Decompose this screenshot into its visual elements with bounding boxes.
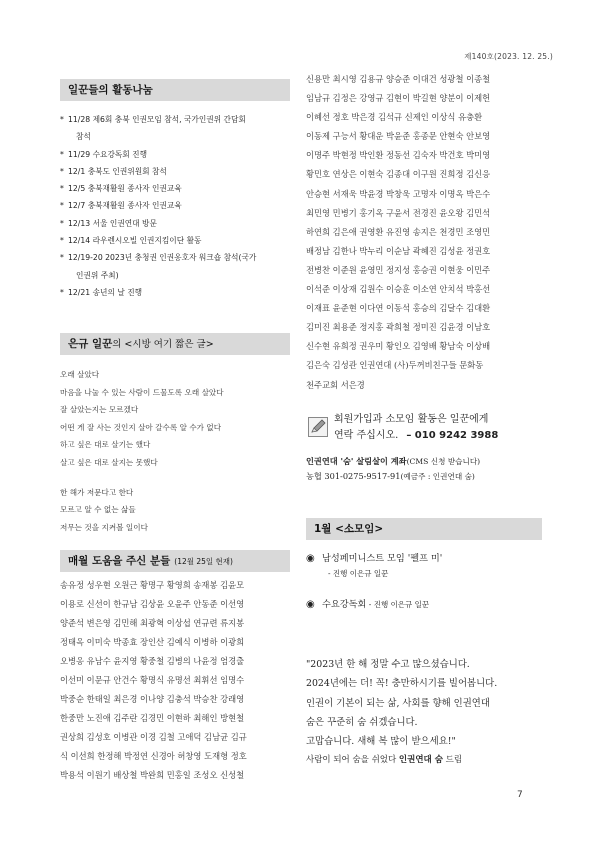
activity-text: 12/13 서울 인권연대 방문 bbox=[68, 218, 157, 228]
poem-line: 하고 싶은 대로 살기는 했다 bbox=[60, 440, 151, 450]
donor-line: 하연희 김은애 권영환 유진영 송지은 천경민 조영민 bbox=[306, 226, 491, 237]
donor-line: 이석준 이상재 김원수 이승훈 이소연 안치석 박홍선 bbox=[306, 284, 491, 295]
activities-section bbox=[60, 79, 290, 301]
donor-line: 양준석 변은영 김민해 최광혁 이상섭 연규련 류지봉 bbox=[60, 618, 245, 628]
donor-line: 식 이선희 한정해 박정연 신경아 허창영 도재형 정호 bbox=[60, 751, 247, 761]
poem-section bbox=[60, 333, 290, 548]
join-notice bbox=[306, 410, 542, 450]
poem-title-text: 의 <시방 여기 짧은 글> bbox=[112, 339, 214, 350]
closing-line: 2024년에는 더! 꼭! 충만하시기를 빌어봅니다. bbox=[306, 678, 498, 690]
activities-title: 일꾼들의 활동나눔 bbox=[60, 79, 290, 101]
account-holder: (예금주 : 인권연대 숨) bbox=[400, 472, 475, 481]
donor-line: 배정남 김한나 박누리 이순남 곽혜진 김성윤 정권호 bbox=[306, 245, 491, 256]
donor-line: 전병찬 이준원 윤영민 정지성 홍승권 이현웅 이민주 bbox=[306, 264, 491, 275]
closing-line: 고맙습니다. 새해 복 많이 받으세요!" bbox=[306, 736, 456, 748]
activity-item bbox=[60, 111, 290, 146]
meeting-leader: - 진행 이은규 일꾼 bbox=[366, 600, 430, 609]
closing-message bbox=[306, 655, 542, 771]
issue-number: 제140호(2023. 12. 25.) bbox=[464, 52, 553, 61]
closing-signature bbox=[306, 751, 542, 770]
donor-line: 황민호 연상은 이현숙 김종대 이구원 진희정 김신응 bbox=[306, 169, 491, 180]
activity-item bbox=[60, 232, 290, 249]
poem-line: 잘 살았는지는 모르겠다 bbox=[60, 405, 139, 415]
closing-line: 인권이 기본이 되는 삶, 사회를 향해 인권연대 bbox=[306, 697, 490, 709]
donor-line: 이동제 구능서 황대운 박윤준 홍종문 안현숙 안보영 bbox=[306, 131, 491, 142]
bullet-icon: ◉ bbox=[306, 599, 315, 610]
donors-continued bbox=[306, 70, 542, 395]
account-number: 농협 301-0275-9517-91 bbox=[306, 471, 401, 481]
meeting-item bbox=[306, 552, 542, 582]
meeting-item bbox=[306, 598, 542, 612]
donors-title bbox=[60, 550, 290, 572]
activity-item bbox=[60, 249, 290, 284]
signature-org: 인권연대 숨 bbox=[398, 755, 443, 766]
activity-text-continued: 인권위 주최) bbox=[76, 270, 119, 280]
signature-pre: 사람이 되어 숨을 쉬었다 bbox=[306, 755, 399, 766]
activity-item bbox=[60, 163, 290, 180]
donor-line: 한중만 노진애 김주란 김경민 이현하 최해인 방현철 bbox=[60, 713, 245, 723]
join-line-2: 연락 주십시오. bbox=[334, 430, 399, 441]
donor-names-right bbox=[306, 70, 542, 395]
donors-title-text: 매월 도움을 주신 분들 bbox=[68, 555, 171, 567]
poem-title bbox=[60, 333, 290, 355]
page-number: 7 bbox=[517, 790, 523, 800]
join-line-1: 회원가입과 소모임 활동은 일꾼에게 bbox=[334, 414, 489, 425]
donor-line: 정태옥 이미숙 박종효 장인산 김예식 이병하 이광희 bbox=[60, 637, 245, 647]
activity-text: 12/5 충북재활원 종사자 인권교육 bbox=[68, 184, 182, 194]
activity-text: 12/7 충북재활원 종사자 인권교육 bbox=[68, 201, 182, 211]
donor-line: 이선미 이문규 안건수 황명식 유명선 최휘선 임명수 bbox=[60, 675, 245, 685]
closing-body bbox=[306, 655, 542, 771]
bullet-icon: ◉ bbox=[306, 553, 315, 564]
poem-line: 한 해가 저문다고 한다 bbox=[60, 487, 134, 497]
join-section bbox=[306, 410, 542, 484]
activities-list bbox=[60, 111, 290, 301]
closing-line: "2023년 한 해 정말 수고 많으셨습니다. bbox=[306, 659, 470, 670]
pencil-icon bbox=[308, 417, 328, 437]
signature-post: 드림 bbox=[442, 755, 463, 766]
account-name: 인권연대 '숨' 살림살이 계좌 bbox=[306, 456, 407, 466]
account-note: (CMS 신청 받습니다) bbox=[406, 457, 481, 466]
poem-body bbox=[60, 366, 290, 536]
activity-text: 12/1 충북도 인권위원회 참석 bbox=[68, 166, 167, 176]
meeting-name: 수요강독회 bbox=[322, 599, 367, 610]
activity-text: 12/19-20 2023년 충청권 인권옹호자 워크숍 참석(국가 bbox=[68, 253, 257, 263]
donor-line: 송유정 성우현 오원근 황명구 황영희 송재봉 김윤모 bbox=[60, 580, 245, 590]
poem-line: 어떤 게 잘 사는 것인지 살아 갈수록 알 수가 없다 bbox=[60, 422, 222, 432]
donor-line: 박중순 한태일 최은경 이나양 김충석 박승찬 강래영 bbox=[60, 694, 245, 704]
donor-line: 박용석 이원기 배상철 박완희 민홍일 조성오 신성철 bbox=[60, 770, 245, 780]
donor-line: 천주교회 서은경 bbox=[306, 379, 365, 390]
poem-line: 마음을 나눌 수 있는 사람이 드물도록 오래 살았다 bbox=[60, 387, 224, 397]
donor-names-left bbox=[60, 576, 290, 785]
activity-item bbox=[60, 215, 290, 232]
donor-line: 이혜선 정호 박은경 김석규 신제인 이상식 유충환 bbox=[306, 112, 483, 123]
bank-account bbox=[306, 454, 542, 484]
donors-date-note: (12월 25일 현재) bbox=[174, 557, 233, 566]
poem-stanza-1 bbox=[60, 366, 290, 472]
meeting-leader: - 진행 이은규 일꾼 bbox=[328, 569, 389, 578]
donor-line: 이명주 박현정 박인환 정동선 김숙자 박건호 박미영 bbox=[306, 150, 491, 161]
meeting-row bbox=[306, 598, 542, 612]
meeting-row bbox=[306, 552, 542, 566]
donor-line: 최민영 민병기 홍기옥 구윤서 전경진 윤오왕 김민석 bbox=[306, 207, 491, 218]
closing-lines bbox=[306, 655, 542, 751]
donor-line: 안승현 서재욱 박윤경 박창욱 고명자 이명옥 박은수 bbox=[306, 188, 491, 199]
join-text bbox=[334, 412, 498, 444]
activity-item bbox=[60, 180, 290, 197]
donor-line: 권상희 김성호 이병관 이경 김철 고애덕 김남균 김규 bbox=[60, 732, 247, 742]
poem-title-author: 은규 일꾼 bbox=[68, 338, 113, 350]
donors-section bbox=[60, 550, 290, 785]
activity-text: 11/28 제6회 충북 인권모임 참석, 국가인권위 간담회 bbox=[68, 115, 246, 124]
meetings-title: 1월 <소모임> bbox=[306, 518, 542, 540]
poem-stanza-2 bbox=[60, 484, 290, 537]
meeting-name: 남성페미니스트 모임 '펠프 미' bbox=[322, 553, 443, 564]
donor-line: 신용만 최시영 김용규 양승준 이대건 성광철 이종철 bbox=[306, 74, 491, 84]
activity-text: 12/14 라우렌시오빌 인권지킴이단 활동 bbox=[68, 236, 202, 246]
activity-text: 11/29 수요강독회 진행 bbox=[68, 149, 148, 159]
closing-line: 숨은 꾸준히 숨 쉬겠습니다. bbox=[306, 716, 418, 728]
donor-line: 김은숙 김성관 인권연대 (사)두꺼비친구들 문화동 bbox=[306, 360, 484, 371]
poem-line: 저무는 것을 지켜볼 일이다 bbox=[60, 522, 148, 532]
poem-line: 모르고 알 수 없는 삶들 bbox=[60, 505, 136, 515]
donor-line: 신수현 유희정 권우미 황인오 김영배 황남숙 이상배 bbox=[306, 341, 491, 352]
contact-phone[interactable]: – 010 9242 3988 bbox=[406, 430, 499, 441]
donor-line: 오병옹 유남수 윤지영 황중철 김병의 나윤정 엄경출 bbox=[60, 656, 245, 666]
donor-line: 김미진 최용준 정지홍 곽희철 정미진 김윤경 이남호 bbox=[306, 322, 491, 333]
meetings-list bbox=[306, 552, 542, 612]
activity-text-continued: 참석 bbox=[76, 132, 91, 142]
donor-line: 이재표 윤준현 이다연 이동석 홍승의 김달수 김대환 bbox=[306, 303, 491, 314]
donor-line: 이용로 신선이 한규남 김상윤 오윤주 안동준 이선영 bbox=[60, 599, 245, 609]
poem-line: 오래 살았다 bbox=[60, 370, 100, 379]
meetings-section bbox=[306, 518, 542, 628]
activity-item bbox=[60, 284, 290, 301]
poem-line: 살고 싶은 대로 살지는 못했다 bbox=[60, 457, 158, 467]
donor-line: 임남규 김정은 강영규 김현이 박길현 양분이 이제헌 bbox=[306, 93, 491, 104]
activity-item bbox=[60, 197, 290, 214]
activity-item bbox=[60, 146, 290, 163]
activity-text: 12/21 송년의 날 진행 bbox=[68, 287, 143, 297]
